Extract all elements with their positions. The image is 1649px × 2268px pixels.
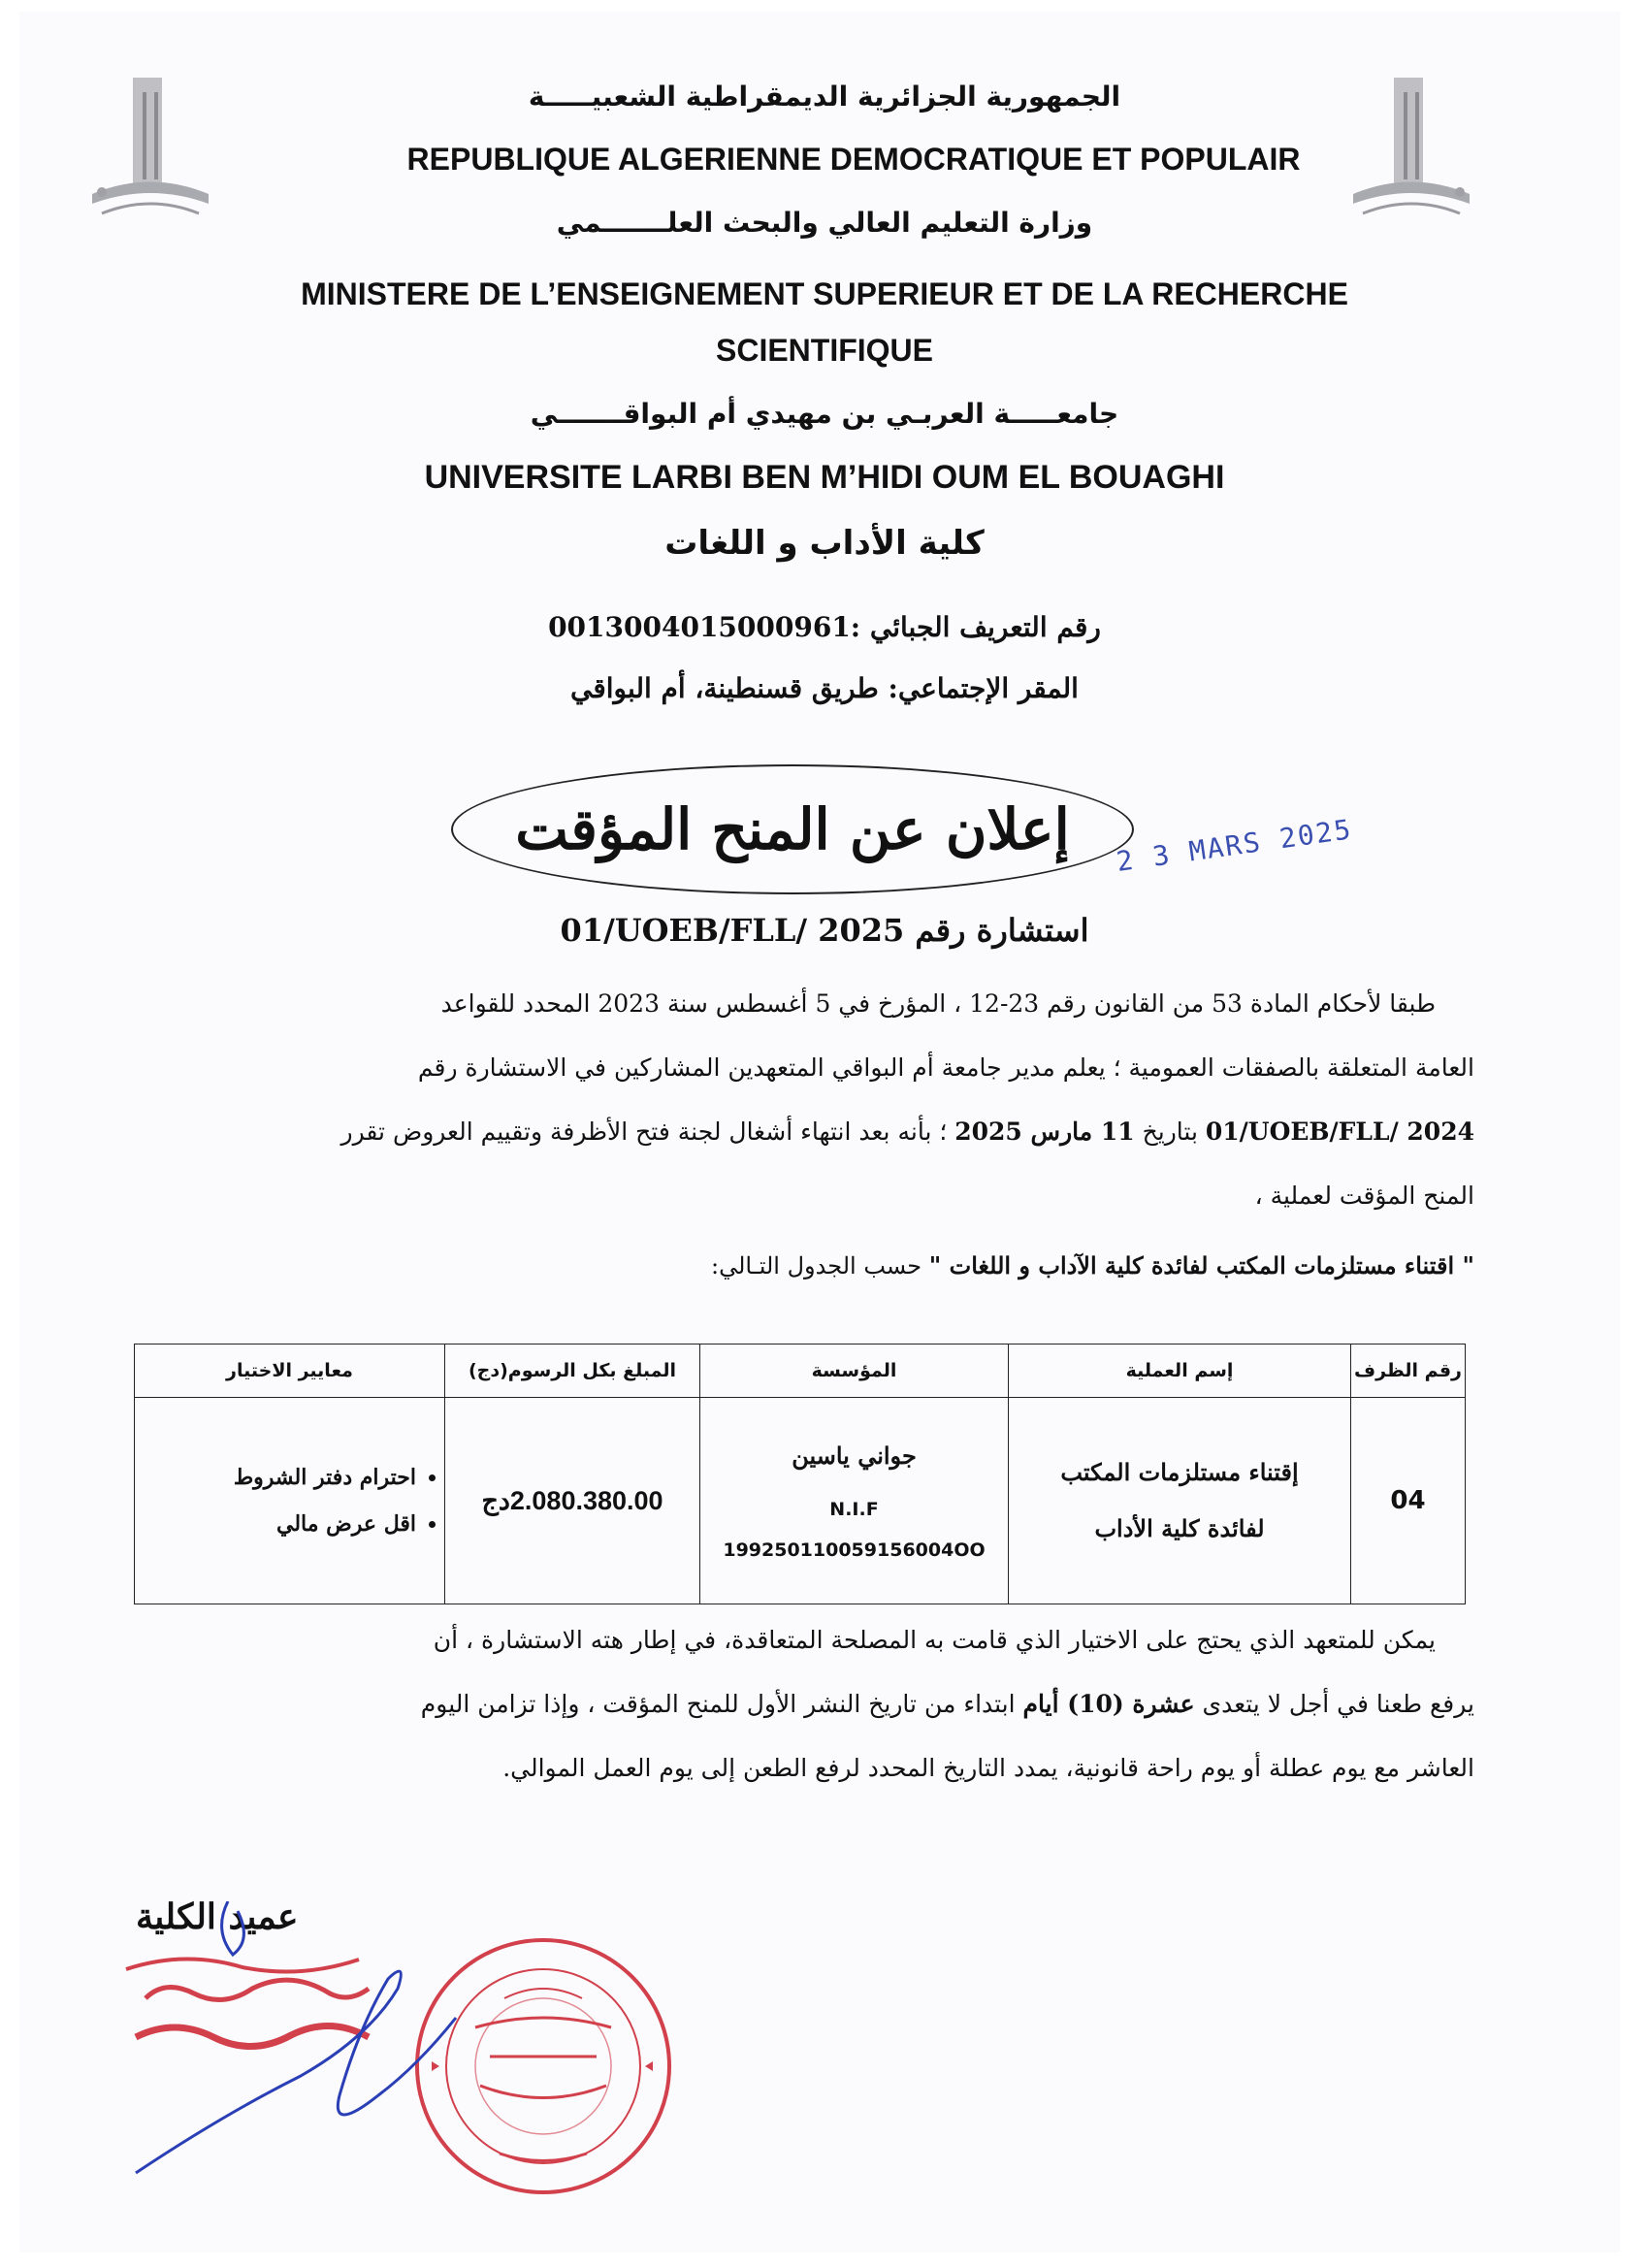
intro-line-3 [136, 1100, 1474, 1164]
envelope-number: 04 [1351, 1398, 1466, 1604]
intro-line-2: العامة المتعلقة بالصفقات العمومية ؛ يعلم مدير جامعة أم البواقي المتعهدين المشاركين في الاستشارة رقم [417, 1053, 1474, 1082]
consultation-number: 01/UOEB/FLL/ 2025 [560, 912, 905, 949]
date-stamp: 2 3 MARS 2025 [1114, 813, 1355, 878]
operation-cell [1009, 1398, 1351, 1604]
university-fr: UNIVERSITE LARBI BEN M’HIDI OUM EL BOUAGHI [424, 459, 1225, 496]
appeal-line-1: يمكن للمتعهد الذي يحتج على الاختيار الذي قامت به المصلحة المتعاقدة، في إطار هته الاستشارة ، أن [433, 1626, 1436, 1654]
criteria-cell [135, 1398, 445, 1604]
university-ar: جامعـــــة العربـي بن مهيدي أم البواقـــــــي [530, 398, 1119, 430]
nif-number: 199250110059156004OO [723, 1539, 986, 1561]
amount-cell: 2.080.380.00دج [445, 1398, 700, 1604]
company-cell [700, 1398, 1009, 1604]
intro-line-1: طبقا لأحكام المادة 53 من القانون رقم 23-12 ، المؤرخ في 5 أغسطس سنة 2023 المحدد للقواعد [440, 989, 1436, 1018]
dean-title: عميد الكلية [136, 1896, 299, 1937]
address: المقر الإجتماعي: طريق قسنطينة، أم البواقي [570, 672, 1079, 704]
tax-id: رقم التعريف الجبائي :0013004015000961 [548, 611, 1101, 643]
opening-date: 11 مارس 2025 [954, 1118, 1135, 1146]
announcement-title: إعلان عن المنح المؤقت [451, 764, 1134, 894]
appeal-line-2a: يرفع طعنا في أجل لا يتعدى [1202, 1690, 1474, 1718]
header-company: المؤسسة [700, 1345, 1009, 1398]
provisional-award-table [134, 1344, 1466, 1604]
appeal-deadline: عشرة (10) أيام [1022, 1690, 1195, 1718]
appeal-line-2 [136, 1672, 1474, 1736]
republic-ar: الجمهورية الجزائرية الديمقراطية الشعبيـــــة [528, 81, 1121, 113]
date-prefix: بتاريخ [1142, 1118, 1198, 1146]
nif-label: N.I.F [829, 1498, 879, 1520]
criteria-list [136, 1454, 443, 1547]
header-envelope: رقم الظرف [1351, 1345, 1466, 1398]
faculty-ar: كلية الأداب و اللغات [664, 524, 985, 563]
operation-quote: " اقتناء مستلزمات المكتب لفائدة كلية الآداب و اللغات " [928, 1251, 1474, 1280]
operation-line-2: لفائدة كلية الأداب [1094, 1514, 1265, 1542]
appeal-line-3: العاشر مع يوم عطلة أو يوم راحة قانونية، يمدد التاريخ المحدد لرفع الطعن إلى يوم العمل الموالي. [502, 1754, 1474, 1782]
criterion-item: • احترام دفتر الشروط [136, 1454, 416, 1501]
header-criteria: معايير الاختيار [135, 1345, 445, 1398]
intro-line-3-rest: ؛ بأنه بعد انتهاء أشغال لجنة فتح الأظرفة وتقييم العروض تقرر [340, 1118, 948, 1146]
consultation-line [0, 912, 1649, 949]
table-row [135, 1398, 1466, 1604]
appeal-paragraph [136, 1608, 1474, 1800]
table-header-row [135, 1345, 1466, 1398]
intro-line-4: المنح المؤقت لعملية ، [1254, 1182, 1474, 1210]
header-operation: إسم العملية [1009, 1345, 1351, 1398]
ministry-fr-line2: SCIENTIFIQUE [715, 333, 933, 368]
ministry-fr-line1: MINISTERE DE L’ENSEIGNEMENT SUPERIEUR ET DE LA RECHERCHE [301, 276, 1348, 311]
operation-line [136, 1251, 1474, 1280]
consultation-label: استشارة رقم [915, 912, 1089, 949]
appeal-line-2c: ابتداء من تاريخ النشر الأول للمنح المؤقت ، وإذا تزامن اليوم [420, 1690, 1016, 1718]
previous-consultation-ref: 01/UOEB/FLL/ 2024 [1205, 1118, 1474, 1146]
official-stamp [107, 1901, 679, 2221]
criterion-item: • اقل عرض مالي [136, 1501, 416, 1547]
company-name: جواني ياسين [792, 1441, 917, 1470]
operation-tail: حسب الجدول التـالي: [711, 1252, 922, 1280]
intro-paragraph [136, 972, 1474, 1228]
ministry-ar: وزارة التعليم العالي والبحث العلـــــــمي [556, 207, 1093, 239]
operation-line-1: إقتناء مستلزمات المكتب [1060, 1458, 1299, 1486]
republic-fr: REPUBLIQUE ALGERIENNE DEMOCRATIQUE ET POPULAIR [406, 142, 1301, 177]
header-amount: المبلغ بكل الرسوم(دج) [445, 1345, 700, 1398]
